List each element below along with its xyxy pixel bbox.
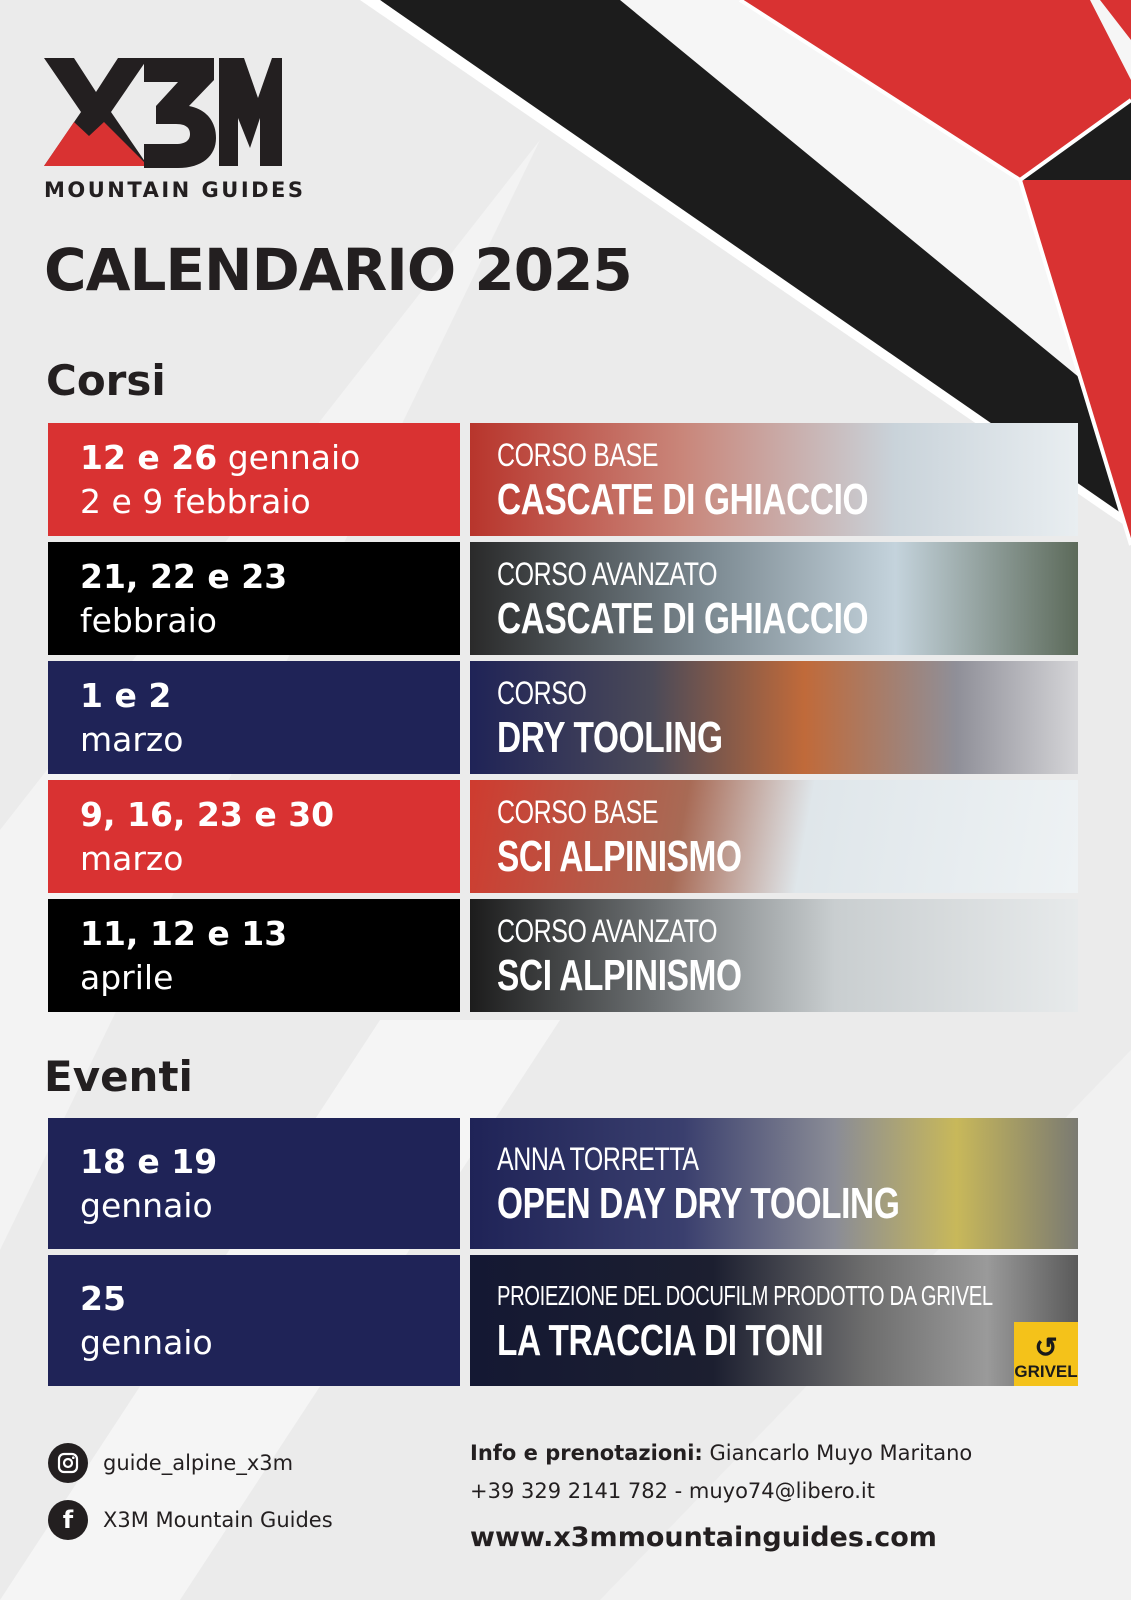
date-line-1: 1 e 2 [80, 675, 172, 715]
course-row [48, 542, 1078, 655]
course-label-top: CORSO BASE [497, 793, 659, 830]
facebook-handle: X3M Mountain Guides [103, 1508, 333, 1532]
instagram-icon [48, 1443, 88, 1483]
course-date [48, 661, 460, 774]
date-line-2: aprile [80, 957, 174, 997]
x3m-logo [44, 58, 306, 208]
course-label-top: CORSO AVANZATO [497, 912, 718, 949]
x3m-logo-mark [44, 58, 294, 173]
event-row [48, 1255, 1078, 1386]
course-label-main: CASCATE DI GHIACCIO [497, 593, 869, 643]
course-label-top: CORSO [497, 674, 587, 711]
contact-label: Info e prenotazioni: [470, 1441, 703, 1465]
course-label-main: SCI ALPINISMO [497, 831, 742, 881]
event-label-top: ANNA TORRETTA [497, 1140, 699, 1177]
event-date [48, 1118, 460, 1249]
event-image-banner [470, 1255, 1078, 1386]
facebook-link[interactable] [48, 1500, 333, 1540]
course-row [48, 780, 1078, 893]
date-line-2: febbraio [80, 600, 217, 640]
date-line-2: marzo [80, 838, 184, 878]
course-label-main: CASCATE DI GHIACCIO [497, 474, 869, 524]
date-line-2: 2 e 9 febbraio [80, 481, 311, 521]
course-date [48, 423, 460, 536]
course-date [48, 780, 460, 893]
course-row [48, 661, 1078, 774]
instagram-handle: guide_alpine_x3m [103, 1451, 294, 1475]
instagram-link[interactable] [48, 1443, 293, 1483]
event-label-main: OPEN DAY DRY TOOLING [497, 1178, 900, 1228]
date-line-1-rest: gennaio [217, 437, 361, 477]
course-image-banner [470, 899, 1078, 1012]
contact-name: Giancarlo Muyo Maritano [702, 1441, 973, 1465]
course-label-top: CORSO AVANZATO [497, 555, 718, 592]
date-line-2: gennaio [80, 1322, 213, 1362]
date-line-1: 9, 16, 23 e 30 [80, 794, 335, 834]
date-line-1: 18 e 19 [80, 1141, 218, 1181]
date-line-2: gennaio [80, 1185, 213, 1225]
contact-info [470, 1434, 972, 1510]
event-image-banner [470, 1118, 1078, 1249]
logo-subtitle: MOUNTAIN GUIDES [44, 178, 306, 202]
section-title-courses: Corsi [46, 356, 166, 405]
course-image-banner [470, 780, 1078, 893]
date-line-1: 21, 22 e 23 [80, 556, 288, 596]
date-line-1: 11, 12 e 13 [80, 913, 288, 953]
course-row [48, 423, 1078, 536]
course-image-banner [470, 661, 1078, 774]
course-image-banner [470, 542, 1078, 655]
course-date [48, 542, 460, 655]
event-row [48, 1118, 1078, 1249]
course-image-banner [470, 423, 1078, 536]
section-title-events: Eventi [44, 1052, 193, 1101]
event-label-top: PROIEZIONE DEL DOCUFILM PRODOTTO DA GRIVEL [497, 1279, 993, 1311]
facebook-icon: f [48, 1500, 88, 1540]
event-label-main: LA TRACCIA DI TONI [497, 1315, 824, 1365]
event-date [48, 1255, 460, 1386]
course-label-main: DRY TOOLING [497, 712, 723, 762]
course-row [48, 899, 1078, 1012]
grivel-sponsor-logo [1014, 1322, 1078, 1386]
course-label-main: SCI ALPINISMO [497, 950, 742, 1000]
page-title: CALENDARIO 2025 [44, 236, 632, 304]
date-line-1: 12 e 26 [80, 437, 218, 477]
course-label-top: CORSO BASE [497, 436, 659, 473]
contact-phone-email[interactable]: +39 329 2141 782 - muyo74@libero.it [470, 1479, 875, 1503]
date-line-2: marzo [80, 719, 184, 759]
website-link[interactable]: www.x3mmountainguides.com [470, 1522, 937, 1553]
course-date [48, 899, 460, 1012]
date-line-1: 25 [80, 1278, 126, 1318]
grivel-wordmark: GRIVEL [1014, 1362, 1078, 1381]
grivel-icon: ↺ [1034, 1332, 1058, 1363]
